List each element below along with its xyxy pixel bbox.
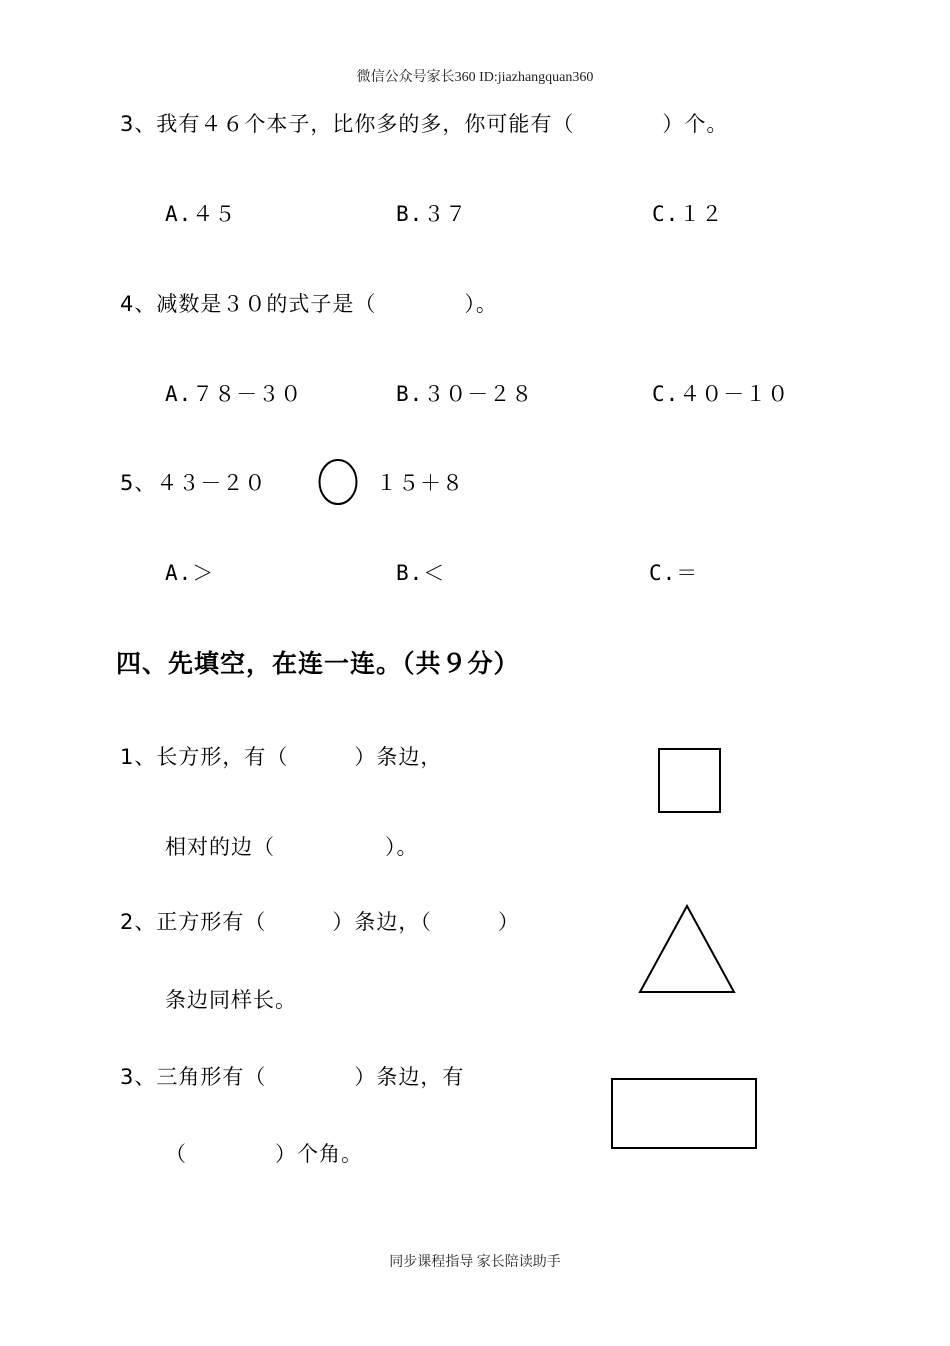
section-4-title: 四、先填空，在连一连。（共９分） [116,649,520,678]
section-4-item-1-line-1: 1、长方形，有（ ）条边， [120,745,443,769]
question-3-stem: 3、我有４６个本子，比你多的多，你可能有（ ）个。 [120,112,729,136]
rectangle-shape [611,1078,758,1150]
question-5-option-b: B.＜ [396,561,446,585]
question-3-option-c: C.１２ [652,202,724,226]
question-5-stem-left: 5、４３－２０ [120,471,267,495]
question-5-option-a: A.＞ [165,561,215,585]
section-4-item-2-line-1: 2、正方形有（ ）条边，（ ） [120,910,520,934]
square-shape [658,748,722,814]
answer-circle [318,459,358,505]
section-4-item-3-line-1: 3、三角形有（ ）条边，有 [120,1065,465,1089]
section-4-item-1-line-2: 相对的边（ ）。 [165,835,419,859]
page-header: 微信公众号家长360 ID:jiazhangquan360 [356,70,594,85]
question-4-option-b: B.３０－２８ [396,382,534,406]
section-4-item-2-line-2: 条边同样长。 [165,988,297,1012]
question-4-option-a: A.７８－３０ [165,382,303,406]
question-4-option-c: C.４０－１０ [652,382,790,406]
question-5-option-c: C.＝ [649,561,699,585]
triangle-shape [638,904,736,994]
question-3-option-b: B.３７ [396,202,468,226]
question-4-stem: 4、减数是３０的式子是（ ）。 [120,292,498,316]
section-4-item-3-line-2: （ ）个角。 [165,1142,363,1166]
question-5-stem-right: １５＋８ [376,471,464,495]
page-footer: 同步课程指导 家长陪读助手 [389,1255,561,1270]
question-3-option-a: A.４５ [165,202,237,226]
